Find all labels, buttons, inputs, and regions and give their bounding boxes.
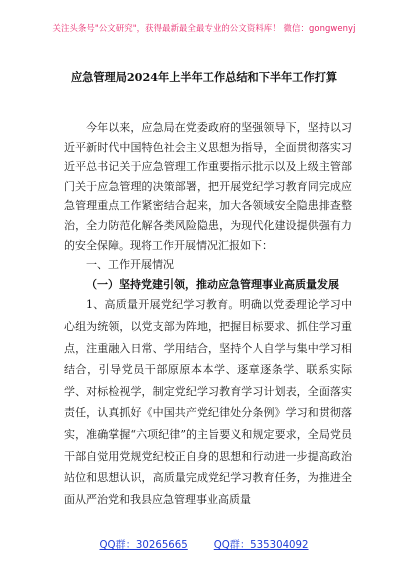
qq-group-1: QQ群：30265665 <box>99 540 188 551</box>
section-heading: 一、工作开展情况 <box>86 258 174 272</box>
subsection-heading: （一）坚持党建引领，推动应急管理事业高质量发展 <box>86 277 339 291</box>
intro-paragraph: 今年以来，应急局在党委政府的坚强领导下，坚持以习近平新时代中国特色社会主义思想为指导，全面贯彻落实习近平总书记关于应急管理工作重要指示批示以及上级主管部门关于应急管理的决策部署，把开展党纪学习教育同完成应急管理重点工作紧密结合起来，加大各领域安全隐患排查整治，全力防范化解各类风险隐患，为现代化建设提供强有力的安全保障。现将工作开展情况汇报如下： <box>64 121 352 252</box>
qq-group-2: QQ群：535304092 <box>213 540 309 551</box>
footer <box>0 536 408 551</box>
top-banner: 关注头条号"公文研究"，获得最新最全最专业的公文资料库！ 微信：gongwenyj <box>52 23 356 33</box>
document-body <box>64 118 352 510</box>
document-title: 应急管理局2024年上半年工作总结和下半年工作打算 <box>70 70 338 84</box>
item-paragraph: 1、高质量开展党纪学习教育。明确以党委理论学习中心组为统领，以党支部为阵地，把握目标要求、抓住学习重点，注重融入日常、学用结合，坚持个人自学与集中学习相结合，引导党员干部原原本本学、逐章逐条学、联系实际学、对标检视学，制定党纪学习教育学习计划表，全面落实责任，认真抓好《中国共产党纪律处分条例》学习和贯彻落实，准确掌握“六项纪律”的主旨要义和规定要求，全局党员干部自觉用党规党纪校正自身的思想和行动进一步提高政治站位和思想认识，高质量完成党纪学习教育任务，为推进全面从严治党和我县应急管理事业高质量 <box>64 298 352 506</box>
